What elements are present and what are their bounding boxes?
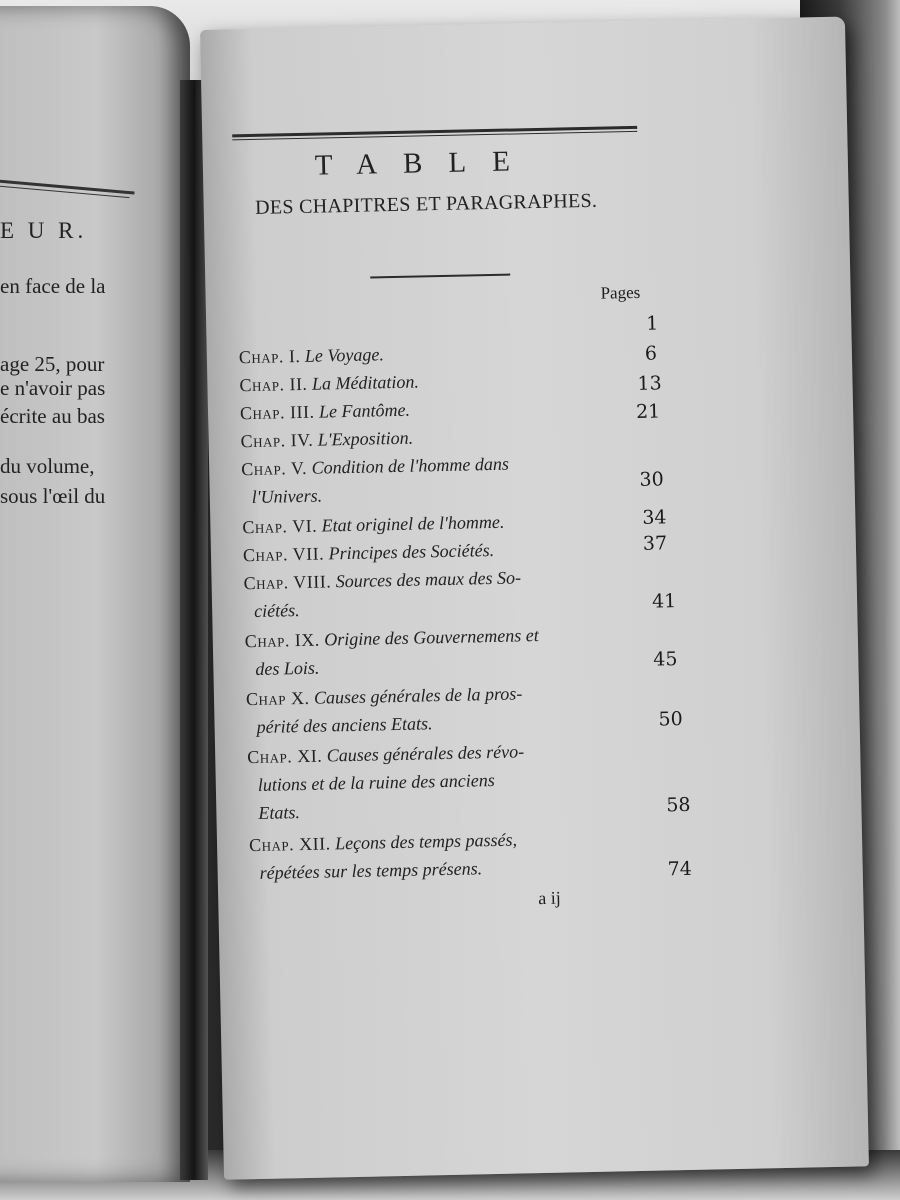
page-number: 6 xyxy=(644,342,658,365)
chapter-label: Chap. IX. xyxy=(244,629,321,652)
toc-entry xyxy=(249,827,649,856)
page-number: 30 xyxy=(639,468,664,491)
chapter-title-continued: Etats. xyxy=(258,802,301,823)
chapter-label: Chap. VIII. xyxy=(243,571,332,594)
page-number: 50 xyxy=(658,708,683,731)
chapter-title-continued: l'Univers. xyxy=(251,485,323,508)
chapter-label: Chap. XI. xyxy=(247,745,323,768)
left-page-line: e n'avoir pas xyxy=(0,376,106,400)
chapter-label: Chap. VII. xyxy=(242,543,325,566)
chapter-label: Chap. III. xyxy=(239,401,315,424)
left-page-line: écrite au bas xyxy=(0,404,105,428)
chapter-label: Chap. II. xyxy=(239,373,308,396)
signature-mark: a ij xyxy=(538,887,561,909)
title-rule xyxy=(370,274,510,279)
chapter-label: Chap. I. xyxy=(238,345,301,368)
toc-entry xyxy=(240,395,640,424)
right-page xyxy=(200,16,869,1179)
toc-entry xyxy=(243,565,643,594)
page-subtitle: DES CHAPITRES ET PARAGRAPHES. xyxy=(254,189,598,219)
chapter-title: Condition de l'homme dans xyxy=(311,453,510,478)
chapter-title: La Méditation. xyxy=(311,371,420,394)
page-number: 34 xyxy=(642,506,667,529)
toc-entry xyxy=(240,423,640,452)
toc-entry xyxy=(246,681,646,710)
left-page-line: age 25, pour xyxy=(0,352,105,376)
chapter-title-continued: des Lois. xyxy=(255,657,320,679)
chapter-title: Etat originel de l'homme. xyxy=(321,511,505,536)
chapter-title: Causes générales de la pros- xyxy=(313,683,523,708)
toc-entry xyxy=(245,623,645,652)
chapter-label: Chap. XII. xyxy=(248,833,331,856)
chapter-title-continued: périté des anciens Etats. xyxy=(256,713,433,737)
page-number: 74 xyxy=(667,857,693,881)
chapter-title: Leçons des temps passés, xyxy=(334,829,518,854)
page-number: 13 xyxy=(637,372,662,395)
pages-column-label: Pages xyxy=(600,282,641,303)
page-number: 41 xyxy=(651,590,677,613)
chapter-title: Origine des Gouvernemens et xyxy=(324,625,539,650)
chapter-label: Chap X. xyxy=(245,687,310,710)
left-page-line: du volume, xyxy=(0,454,95,478)
page-title: TABLE xyxy=(314,144,537,182)
left-page-line: en face de la xyxy=(0,274,106,298)
page-number: 45 xyxy=(653,648,678,671)
chapter-title: Le Voyage. xyxy=(304,344,385,366)
left-page-heading: E U R. xyxy=(0,218,88,243)
toc-entry xyxy=(247,739,647,768)
chapter-label: Chap. IV. xyxy=(240,429,314,452)
chapter-title-continued: ciétés. xyxy=(253,600,300,621)
page-number: 1 xyxy=(646,312,659,335)
chapter-title: Le Fantôme. xyxy=(318,399,411,422)
left-page xyxy=(0,6,190,1182)
chapter-title: Principes des Sociétés. xyxy=(328,539,495,564)
chapter-title: Sources des maux des So- xyxy=(335,567,522,592)
page-number: 58 xyxy=(666,793,691,817)
toc-entry xyxy=(239,367,639,396)
toc-entry xyxy=(239,339,639,368)
chapter-title-continued: répétées sur les temps présens. xyxy=(259,858,483,883)
toc-entry xyxy=(242,509,642,538)
chapter-title-continued: lutions et de la ruine des anciens xyxy=(257,769,495,795)
page-number: 37 xyxy=(642,532,668,555)
chapter-title: L'Exposition. xyxy=(317,427,414,450)
chapter-title: Causes générales des révo- xyxy=(326,741,525,766)
toc-entry xyxy=(243,537,643,566)
chapter-label: Chap. V. xyxy=(240,457,308,480)
toc-entry xyxy=(241,451,641,480)
left-page-line: sous l'œil du xyxy=(0,484,106,508)
chapter-label: Chap. VI. xyxy=(242,515,318,538)
page-number: 21 xyxy=(635,400,661,423)
